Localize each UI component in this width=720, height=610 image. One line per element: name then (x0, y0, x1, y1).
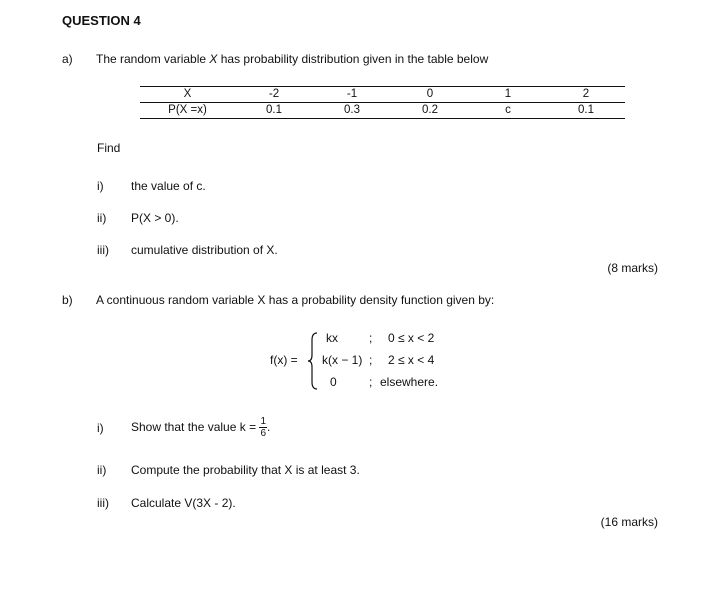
item-text: P(X > 0). (131, 211, 179, 225)
item-text: Show that the value k = (131, 420, 257, 434)
case-sep: ; (369, 375, 373, 389)
table-cell: 2 (547, 87, 625, 103)
table-header-p: P(X =x) (140, 103, 235, 119)
table-cell: 0.1 (235, 103, 313, 119)
item-number: ii) (97, 463, 107, 477)
table-cell: -1 (313, 87, 391, 103)
case-expr: 0 (330, 375, 337, 389)
fraction (259, 416, 267, 439)
function-lhs: f(x) = (270, 353, 298, 367)
find-label: Find (97, 141, 121, 155)
case-cond: elsewhere. (380, 375, 439, 389)
item-text-after: . (267, 420, 271, 434)
table-cell: 0.3 (313, 103, 391, 119)
part-b-marks: (16 marks) (600, 515, 658, 529)
item-text: Calculate V(3X - 2). (131, 496, 236, 510)
item-text-k (131, 414, 270, 440)
table-cell: 0.2 (391, 103, 469, 119)
probability-table (140, 86, 625, 119)
case-expr: kx (326, 331, 338, 345)
part-a-intro-prefix: The random variable (96, 52, 210, 66)
table-row-p (140, 103, 625, 119)
item-text: the value of c. (131, 179, 206, 193)
case-cond: 2 ≤ x < 4 (388, 353, 435, 367)
table-cell: 0.1 (547, 103, 625, 119)
case-expr: k(x − 1) (322, 353, 363, 367)
table-row-x (140, 87, 625, 103)
part-a-label: a) (62, 52, 73, 66)
item-number: i) (97, 421, 104, 435)
item-number: iii) (97, 243, 109, 257)
part-a-intro (96, 52, 488, 66)
part-a-intro-suffix: has probability distribution given in the table below (217, 52, 489, 66)
question-title: QUESTION 4 (62, 13, 141, 28)
item-text: Compute the probability that X is at least 3. (131, 463, 360, 477)
fraction-denominator: 6 (260, 428, 266, 440)
table-cell: -2 (235, 87, 313, 103)
item-text: cumulative distribution of X. (131, 243, 278, 257)
table-header-x: X (140, 87, 235, 103)
left-brace (308, 332, 318, 390)
part-b-intro: A continuous random variable X has a probability density function given by: (96, 293, 495, 307)
table-cell: c (469, 103, 547, 119)
part-a-intro-var: X (209, 52, 218, 66)
item-number: iii) (97, 496, 109, 510)
part-a-marks: (8 marks) (607, 261, 658, 275)
part-b-label: b) (62, 293, 73, 307)
table-cell: 0 (391, 87, 469, 103)
table-cell: 1 (469, 87, 547, 103)
case-sep: ; (369, 353, 373, 367)
item-number: ii) (97, 211, 107, 225)
case-cond: 0 ≤ x < 2 (388, 331, 435, 345)
item-number: i) (97, 179, 104, 193)
fraction-numerator: 1 (260, 416, 266, 428)
case-sep: ; (369, 331, 373, 345)
